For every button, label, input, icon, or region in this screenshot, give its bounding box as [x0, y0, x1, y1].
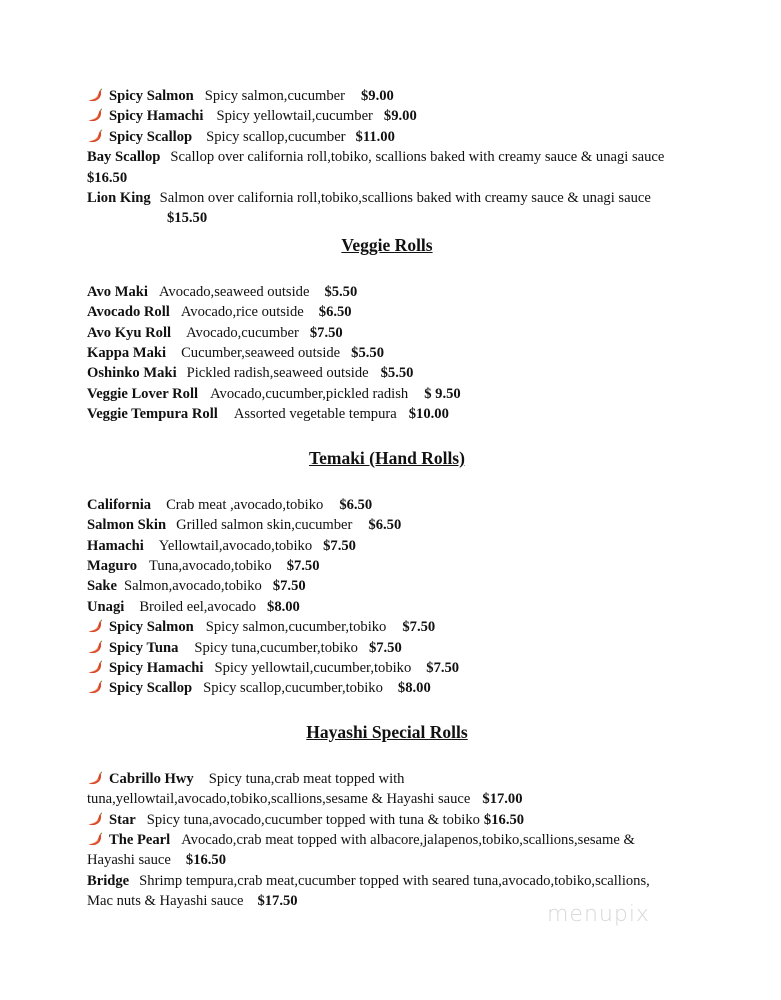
- chili-pepper-icon: [87, 771, 103, 785]
- menu-item: [87, 302, 707, 322]
- item-price: $5.50: [380, 365, 414, 382]
- item-desc: Grilled salmon skin,cucumber: [176, 517, 353, 534]
- item-price: $11.00: [355, 128, 395, 145]
- menu-item: [87, 147, 707, 188]
- temaki-section: [87, 495, 707, 699]
- item-desc: Cucumber,seaweed outside: [181, 345, 341, 362]
- item-price: $7.50: [323, 537, 356, 554]
- item-desc: Crab meat ,avocado,tobiko: [166, 496, 324, 513]
- menu-item: [87, 536, 707, 556]
- item-name: Sake: [87, 578, 118, 595]
- item-name: Veggie Tempura Roll: [87, 406, 218, 423]
- item-desc: Spicy yellowtail,cucumber: [216, 108, 373, 125]
- menu-item-continued: [87, 789, 707, 809]
- menu-page: [87, 86, 707, 912]
- menu-item-continued: [87, 850, 707, 870]
- item-price: $17.50: [257, 893, 298, 910]
- item-price: $7.50: [286, 557, 320, 574]
- item-price: $ 9.50: [424, 385, 461, 402]
- item-desc: Avocado,cucumber,pickled radish: [210, 385, 409, 402]
- item-desc: Hayashi sauce: [87, 852, 171, 869]
- menu-item: [87, 363, 707, 383]
- menu-item: [87, 343, 707, 363]
- item-desc: Pickled radish,seaweed outside: [186, 365, 369, 382]
- item-desc: tuna,yellowtail,avocado,tobiko,scallions,sesame & Hayashi sauce: [87, 791, 471, 808]
- item-price: $7.50: [426, 659, 460, 676]
- menu-item: [87, 556, 707, 576]
- item-desc: Salmon over california roll,tobiko,scallions baked with creamy sauce & unagi sauce: [159, 190, 651, 207]
- item-price: $5.50: [324, 283, 358, 300]
- item-price: $16.50: [483, 811, 525, 828]
- item-name: Spicy Salmon: [109, 88, 194, 104]
- item-name: Spicy Tuna: [109, 639, 179, 656]
- menu-item: [87, 810, 707, 830]
- veggie-rolls-section: [87, 282, 707, 425]
- item-price: $10.00: [408, 406, 449, 423]
- item-price: $8.00: [397, 680, 431, 697]
- item-desc: Shrimp tempura,crab meat,cucumber topped with seared tuna,avocado,tobiko,scallions,: [139, 872, 650, 889]
- item-name: Maguro: [87, 557, 137, 574]
- item-name: Bay Scallop: [87, 149, 161, 166]
- item-name: Salmon Skin: [87, 517, 167, 534]
- item-desc: Avocado,crab meat topped with albacore,jalapenos,tobiko,scallions,sesame &: [181, 831, 635, 848]
- item-name: Avo Kyu Roll: [87, 324, 172, 341]
- item-desc: Assorted vegetable tempura: [233, 406, 397, 423]
- chili-pepper-icon: [87, 640, 103, 654]
- menu-item: [87, 404, 707, 424]
- menu-item: [87, 188, 707, 229]
- item-name: Avocado Roll: [87, 304, 170, 321]
- section-title-veggie-rolls: Veggie Rolls: [341, 234, 433, 255]
- menu-item: [87, 106, 707, 126]
- chili-pepper-icon: [87, 129, 103, 143]
- item-price: $6.50: [318, 304, 352, 321]
- menu-item: [87, 576, 707, 596]
- item-desc: Spicy scallop,cucumber: [206, 128, 346, 145]
- item-price: $6.50: [368, 517, 402, 534]
- item-desc: Avocado,cucumber: [186, 324, 299, 341]
- menu-item: [87, 323, 707, 343]
- menu-item: [87, 830, 707, 850]
- item-name: Spicy Salmon: [109, 619, 194, 636]
- item-price: $8.00: [267, 598, 300, 615]
- watermark-logo: menupix: [547, 902, 650, 927]
- item-desc: Mac nuts & Hayashi sauce: [87, 893, 244, 910]
- item-price: $9.00: [360, 88, 394, 104]
- menu-item: [87, 678, 707, 698]
- menu-item: [87, 282, 707, 302]
- menu-item: [87, 127, 707, 147]
- item-name: Veggie Lover Roll: [87, 385, 199, 402]
- menu-item: [87, 495, 707, 515]
- menu-item: [87, 638, 707, 658]
- chili-pepper-icon: [87, 619, 103, 633]
- chili-pepper-icon: [87, 88, 103, 102]
- menu-item: [87, 86, 707, 106]
- item-name: Spicy Hamachi: [109, 659, 204, 676]
- item-name: Oshinko Maki: [87, 365, 177, 382]
- item-desc: Spicy yellowtail,cucumber,tobiko: [214, 659, 412, 676]
- item-name: The Pearl: [109, 831, 171, 848]
- chili-pepper-icon: [87, 680, 103, 694]
- hayashi-special-rolls-section: [87, 769, 707, 912]
- menu-item: [87, 658, 707, 678]
- menu-item: [87, 597, 707, 617]
- item-name: Spicy Scallop: [109, 128, 193, 145]
- item-name: Spicy Hamachi: [109, 108, 204, 125]
- item-desc: Salmon,avocado,tobiko: [124, 578, 262, 595]
- item-name: Avo Maki: [87, 283, 148, 300]
- chili-pepper-icon: [87, 660, 103, 674]
- item-desc: Spicy scallop,cucumber,tobiko: [203, 680, 383, 697]
- chili-pepper-icon: [87, 108, 103, 122]
- chili-pepper-icon: [87, 812, 103, 826]
- item-name: Cabrillo Hwy: [109, 770, 194, 787]
- item-desc: Spicy tuna,avocado,cucumber topped with tuna & tobiko: [146, 811, 480, 828]
- section-title-temaki: Temaki (Hand Rolls): [309, 447, 465, 468]
- item-name: Lion King: [87, 190, 151, 207]
- item-price: $6.50: [339, 496, 373, 513]
- item-desc: Spicy tuna,crab meat topped with: [208, 770, 405, 787]
- item-name: California: [87, 496, 152, 513]
- menu-item: [87, 871, 707, 891]
- item-name: Hamachi: [87, 537, 144, 554]
- item-price: $17.00: [482, 791, 523, 808]
- item-name: Star: [109, 811, 136, 828]
- item-desc: Avocado,seaweed outside: [158, 283, 310, 300]
- item-name: Spicy Scallop: [109, 680, 193, 697]
- menu-item: [87, 617, 707, 637]
- item-price: $5.50: [351, 345, 385, 362]
- item-price: $7.50: [309, 324, 343, 341]
- item-price: $16.50: [87, 169, 128, 186]
- item-price: $15.50: [167, 210, 208, 227]
- item-desc: Tuna,avocado,tobiko: [149, 557, 272, 574]
- item-price: $7.50: [368, 639, 402, 656]
- chili-pepper-icon: [87, 832, 103, 846]
- item-desc: Avocado,rice outside: [180, 304, 304, 321]
- item-price: $9.00: [383, 108, 417, 125]
- item-desc: Spicy salmon,cucumber,tobiko: [205, 619, 387, 636]
- item-name: Kappa Maki: [87, 345, 167, 362]
- item-desc: Broiled eel,avocado: [139, 598, 257, 615]
- menu-item: [87, 515, 707, 535]
- section-title-hayashi-special-rolls: Hayashi Special Rolls: [306, 721, 468, 742]
- specials-top-section: [87, 86, 707, 229]
- menu-item: [87, 384, 707, 404]
- menu-item: [87, 769, 707, 789]
- item-name: Bridge: [87, 872, 130, 889]
- item-desc: Spicy salmon,cucumber: [204, 88, 345, 104]
- item-price: $7.50: [402, 619, 436, 636]
- item-name: Unagi: [87, 598, 125, 615]
- item-desc: Scallop over california roll,tobiko, scallions baked with creamy sauce & unagi sauce: [170, 149, 665, 166]
- item-desc: Yellowtail,avocado,tobiko: [158, 537, 313, 554]
- item-price: $7.50: [272, 578, 306, 595]
- item-price: $16.50: [185, 852, 227, 869]
- item-desc: Spicy tuna,cucumber,tobiko: [194, 639, 358, 656]
